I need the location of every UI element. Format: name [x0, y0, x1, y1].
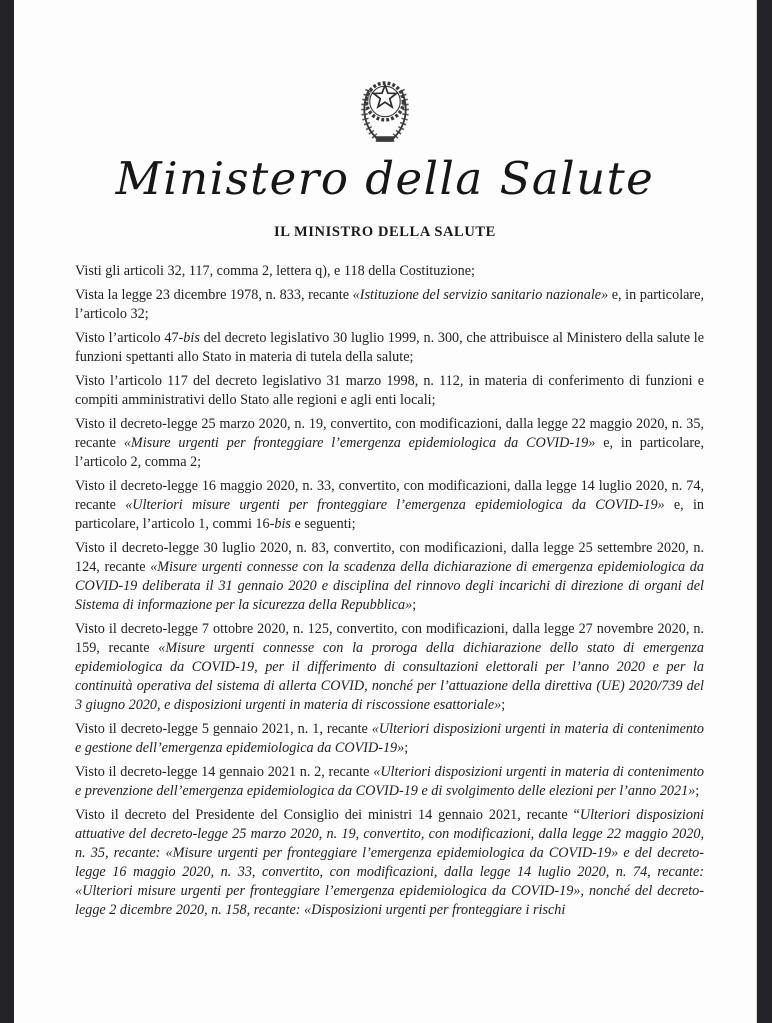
paragraph — [75, 806, 704, 920]
quoted-law-title: «Ulteriori disposizioni urgenti in materia di contenimento e gestione dell’emergenza epidemiologica da COVID-19» — [75, 721, 705, 756]
paragraph-text: Visto il decreto del Presidente del Consiglio dei ministri 14 gennaio 2021, recante “ — [75, 807, 580, 823]
paragraph-text: Visto il decreto-legge 14 gennaio 2021 n. 2, recante — [75, 764, 374, 780]
paragraph-text: ; — [501, 697, 506, 713]
quoted-law-title: «Istituzione del servizio sanitario nazionale» — [352, 287, 609, 303]
paragraph-text: e seguenti; — [290, 516, 356, 532]
document-paragraphs — [14, 262, 756, 925]
paragraph-text: Visto l’articolo 47- — [75, 330, 184, 346]
paragraph — [75, 329, 704, 367]
viewer-right-border — [756, 0, 772, 1023]
quoted-law-title: «Misure urgenti connesse con la scadenza della dichiarazione di emergenza epidemiologica da COVID-19 deliberata il 31 gennaio 2020 e disciplina del rinnovo degli incarichi di direzione di organi del Sistema di informazione per la sicurezza della Repubblica» — [75, 559, 704, 613]
italian-republic-emblem-icon — [353, 66, 417, 144]
quoted-law-title: Ulteriori disposizioni attuative del decreto-legge 25 marzo 2020, n. 19, convertito, con modificazioni, dalla legge 22 maggio 2020, n. 35, recante: «Misure urgenti per fronteggiare l’emergenza epidemiologica da COVID-19» e del decreto-legge 16 maggio 2020, n. 33, convertito, con modificazioni, dalla legge 14 luglio 2020, n. 74, recante: «Ulteriori misure urgenti per fronteggiare l’emergenza epidemiologica da COVID-19», nonché del decreto-legge 2 dicembre 2020, n. 158, recante: «Disposizioni urgenti per fronteggiare i rischi — [75, 807, 704, 918]
paragraph-text: ; — [695, 783, 700, 799]
document-page — [14, 0, 756, 1023]
paragraph-text: ; — [404, 740, 409, 756]
paragraph-text: e, in particolare, l’articolo 1, commi 16- — [75, 497, 705, 532]
paragraph-text: Visti gli articoli 32, 117, comma 2, lettera q), e 118 della Costituzione; — [75, 263, 475, 279]
paragraph — [75, 262, 704, 281]
paragraph-text: Visto il decreto-legge 7 ottobre 2020, n. 125, convertito, con modificazioni, dalla legge 27 novembre 2020, n. 159, recante — [75, 621, 704, 656]
paragraph — [75, 539, 704, 615]
paragraph — [75, 477, 704, 534]
paragraph — [75, 620, 704, 715]
quoted-law-title: «Ulteriori disposizioni urgenti in materia di contenimento e prevenzione dell’emergenza epidemiologica da COVID-19 e di svolgimento delle elezioni per l’anno 2021» — [75, 764, 705, 799]
paragraph-text: Visto il decreto-legge 5 gennaio 2021, n. 1, recante — [75, 721, 372, 737]
quoted-law-title: «Ulteriori misure urgenti per fronteggiare l’emergenza epidemiologica da COVID-19» — [125, 497, 665, 513]
paragraph — [75, 720, 704, 758]
document-heading: IL MINISTRO DELLA SALUTE — [274, 224, 496, 240]
paragraph-text: del decreto legislativo 30 luglio 1999, n. 300, che attribuisce al Ministero della salute le funzioni spettanti allo Stato in materia di tutela della salute; — [75, 330, 704, 365]
quoted-law-title: «Misure urgenti connesse con la proroga della dichiarazione dello stato di emergenza epidemiologica da COVID-19, per il differimento di consultazioni elettorali per l’anno 2020 e per la continuità operativa del sistema di allerta COVID, nonché per l’attuazione della direttiva (UE) 2020/739 del 3 giugno 2020, e disposizioni urgenti in materia di riscossione esattoriale» — [75, 640, 705, 713]
paragraph — [75, 372, 704, 410]
quoted-law-title: bis — [274, 516, 291, 532]
paragraph-text: Visto l’articolo 117 del decreto legislativo 31 marzo 1998, n. 112, in materia di conferimento di funzioni e compiti amministrativi dello Stato alle regioni e agli enti locali; — [75, 373, 704, 408]
paragraph-text: Vista la legge 23 dicembre 1978, n. 833, recante — [75, 287, 353, 303]
viewer-left-border — [0, 0, 14, 1023]
quoted-law-title: «Misure urgenti per fronteggiare l’emergenza epidemiologica da COVID-19» — [123, 435, 596, 451]
paragraph-text: Visto il decreto-legge 16 maggio 2020, n. 33, convertito, con modificazioni, dalla legge 14 luglio 2020, n. 74, recante — [75, 478, 704, 513]
paragraph-text: ; — [412, 597, 417, 613]
paragraph — [75, 286, 704, 324]
paragraph — [75, 415, 704, 472]
paragraph-text: Visto il decreto-legge 30 luglio 2020, n. 83, convertito, con modificazioni, dalla legge 25 settembre 2020, n. 124, recante — [75, 540, 704, 575]
paragraph-text: e, in particolare, l’articolo 2, comma 2; — [75, 435, 704, 470]
paragraph-text: e, in particolare, l’articolo 32; — [75, 287, 705, 322]
ministry-script-title: Ministero della Salute — [115, 152, 655, 205]
paragraph — [75, 763, 704, 801]
paragraph-text: Visto il decreto-legge 25 marzo 2020, n. 19, convertito, con modificazioni, dalla legge 22 maggio 2020, n. 35, recante — [75, 416, 704, 451]
quoted-law-title: bis — [183, 330, 200, 346]
